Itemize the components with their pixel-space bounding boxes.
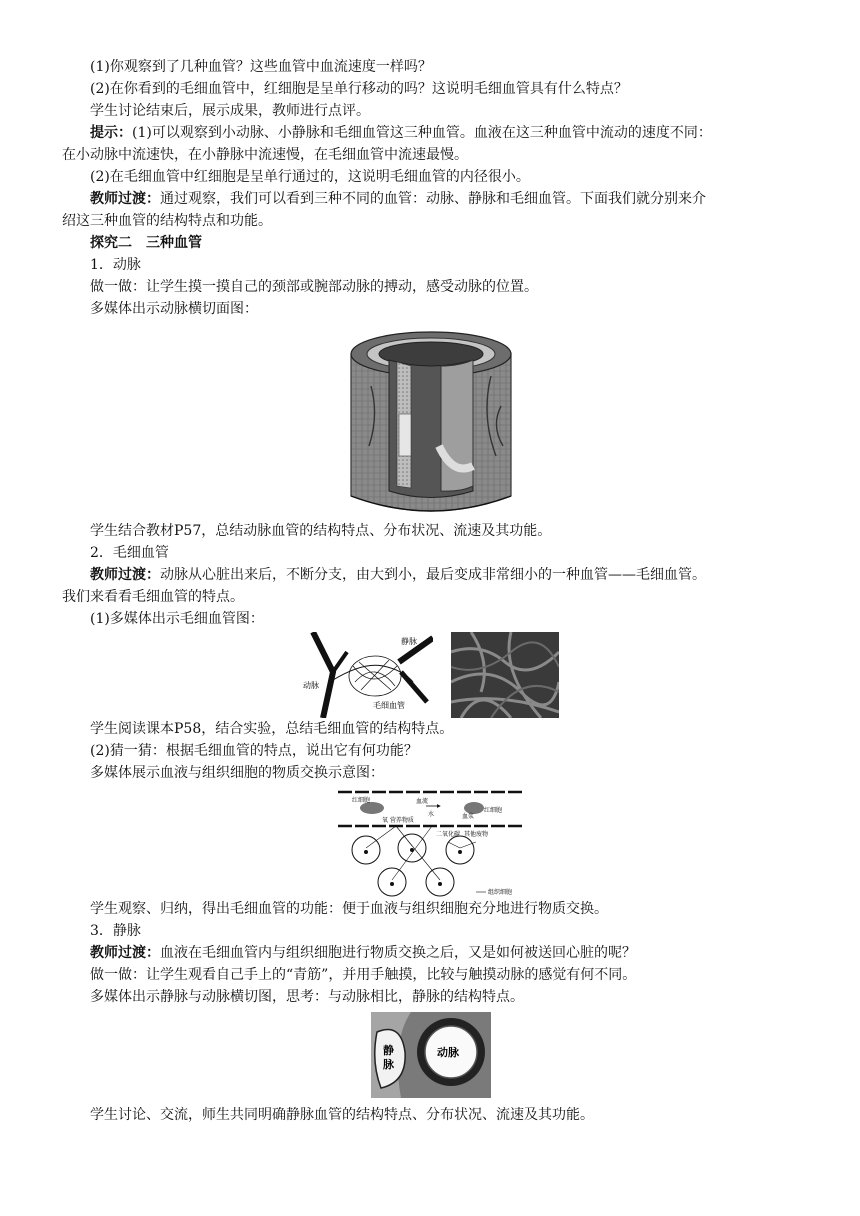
vein-artery-cross-section xyxy=(371,1012,491,1098)
vein-activity: 做一做：让学生观看自己手上的“青筋”，并用手触摸，比较与触摸动脉的感觉有何不同。 xyxy=(90,967,637,983)
rbc-label: 红细胞 xyxy=(352,797,371,804)
tissue-cell-label: 组织细胞 xyxy=(488,889,513,896)
waste-label: 其他废物 xyxy=(464,831,489,838)
document-page xyxy=(62,56,800,1126)
exchange-figure xyxy=(62,786,800,898)
artery-summary: 学生结合教材P57，总结动脉血管的结构特点、分布状况、流速及其功能。 xyxy=(90,523,552,539)
transition-label: 教师过渡： xyxy=(90,191,160,207)
co2-label: 二氧化碳 xyxy=(436,831,461,838)
exchange-media: 多媒体展示血液与组织细胞的物质交换示意图： xyxy=(90,765,384,781)
capillary-diagram xyxy=(303,632,433,718)
vein-media: 多媒体出示静脉与动脉横切图，思考：与动脉相比，静脉的结构特点。 xyxy=(90,989,524,1005)
oxygen-label: 氧 营养物质 xyxy=(382,817,414,824)
discussion-note: 学生讨论结束后，展示成果，教师进行点评。 xyxy=(90,103,370,119)
question-1: (1)你观察到了几种血管？这些血管中血流速度一样吗？ xyxy=(90,59,432,75)
rbc2-label: 红细胞 xyxy=(484,807,503,814)
capillary-photo xyxy=(451,632,559,718)
flow-label: 血流 xyxy=(416,798,429,805)
transition-2 xyxy=(62,564,800,586)
transition-3 xyxy=(62,942,800,964)
capillary-label: 毛细血管 xyxy=(373,701,405,710)
transition-2-text: 动脉从心脏出来后，不断分支，由大到小，最后变成非常细小的一种血管——毛细血管。 xyxy=(160,567,706,583)
transition-label-2: 教师过渡： xyxy=(90,567,160,583)
hint-label: 提示： xyxy=(90,125,132,141)
artery-cross-label: 动脉 xyxy=(437,1046,459,1059)
section-title xyxy=(62,232,800,254)
artery-heading: 1．动脉 xyxy=(90,257,141,273)
capillary-figures xyxy=(62,632,800,718)
transition-3-text: 血液在毛细血管内与组织细胞进行物质交换之后，又是如何被送回心脏的呢？ xyxy=(160,945,636,961)
hint-paragraph xyxy=(62,122,800,144)
transition-1-cont: 绍这三种血管的结构特点和功能。 xyxy=(62,213,272,229)
vein-heading: 3．静脉 xyxy=(90,923,141,939)
vein-char-1: 静 xyxy=(383,1044,394,1057)
exchange-diagram xyxy=(336,786,526,898)
artery-media: 多媒体出示动脉横切面图： xyxy=(90,301,258,317)
artery-figure xyxy=(62,326,800,518)
vein-label: 静脉 xyxy=(401,637,417,646)
capillary-guess: (2)猜一猜：根据毛细血管的特点，说出它有何功能？ xyxy=(90,743,418,759)
capillary-media: (1)多媒体出示毛细血管图： xyxy=(90,611,264,627)
transition-1 xyxy=(62,188,800,210)
plasma-label: 血浆 xyxy=(462,813,475,820)
vein-artery-figure xyxy=(62,1012,800,1098)
transition-2-cont: 我们来看看毛细血管的特点。 xyxy=(62,589,244,605)
hint-text-2: 在小动脉中流速快，在小静脉中流速慢，在毛细血管中流速最慢。 xyxy=(62,147,468,163)
transition-label-3: 教师过渡： xyxy=(90,945,160,961)
artery-activity: 做一做：让学生摸一摸自己的颈部或腕部动脉的搏动，感受动脉的位置。 xyxy=(90,279,538,295)
vein-char-2: 脉 xyxy=(383,1058,394,1071)
capillary-heading: 2．毛细血管 xyxy=(90,545,169,561)
exchange-summary: 学生观察、归纳，得出毛细血管的功能：便于血液与组织细胞充分地进行物质交换。 xyxy=(90,901,608,917)
hint-2: (2)在毛细血管中红细胞是呈单行通过的，这说明毛细血管的内径很小。 xyxy=(90,169,530,185)
artery-label: 动脉 xyxy=(303,681,319,690)
vein-summary: 学生讨论、交流，师生共同明确静脉血管的结构特点、分布状况、流速及其功能。 xyxy=(90,1107,594,1123)
water-label: 水 xyxy=(428,811,435,818)
artery-cross-section-image xyxy=(341,326,521,518)
question-2: (2)在你看到的毛细血管中，红细胞是呈单行移动的吗？这说明毛细血管具有什么特点？ xyxy=(90,81,628,97)
hint-text-1: (1)可以观察到小动脉、小静脉和毛细血管这三种血管。血液在这三种血管中流动的速度不同： xyxy=(132,125,712,141)
section-title-text: 探究二 三种血管 xyxy=(90,235,202,251)
capillary-read: 学生阅读课本P58，结合实验，总结毛细血管的结构特点。 xyxy=(90,721,454,737)
transition-1-text: 通过观察，我们可以看到三种不同的血管：动脉、静脉和毛细血管。下面我们就分别来介 xyxy=(160,191,706,207)
